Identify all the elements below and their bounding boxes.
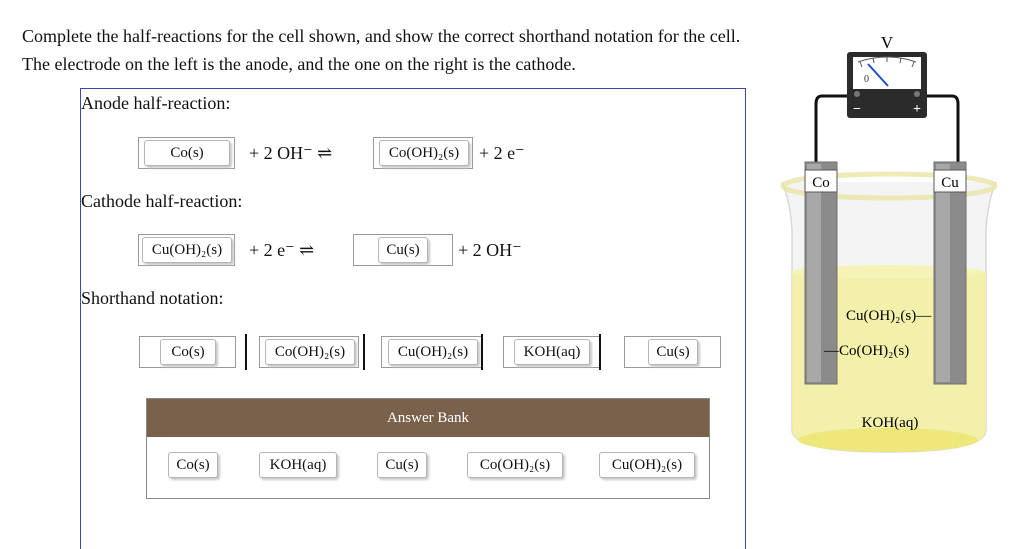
shorthand-slot-2[interactable] bbox=[259, 336, 359, 368]
anode-label: Anode half-reaction: bbox=[81, 93, 231, 113]
shorthand-chip-3[interactable]: Cu(OH)₂(s) bbox=[388, 339, 478, 365]
anode-chip-1[interactable]: Co(s) bbox=[144, 140, 230, 166]
negative-terminal: − bbox=[853, 102, 861, 117]
cell-diagram bbox=[760, 0, 1024, 546]
anode-slot-1[interactable] bbox=[138, 137, 235, 169]
shorthand-chip-4[interactable]: KOH(aq) bbox=[514, 339, 590, 365]
cathode-chip-2[interactable]: Cu(s) bbox=[378, 237, 428, 263]
anode-chip-2[interactable]: Co(OH)₂(s) bbox=[379, 140, 469, 166]
cathode-product-text: + 2 OH⁻ bbox=[458, 240, 522, 260]
answer-bank-title: Answer Bank bbox=[147, 399, 709, 437]
question-prompt: Complete the half-reactions for the cell shown, and show the correct shorthand notation for the cell. The electrode on the left is the anode, and the one on the right is the cathode. bbox=[22, 26, 741, 74]
right-wire bbox=[927, 96, 958, 164]
shorthand-chip-5[interactable]: Cu(s) bbox=[648, 339, 698, 365]
cooh2-layer-label: —Co(OH)₂(s) bbox=[824, 343, 910, 359]
cu-electrode-label: Cu bbox=[941, 175, 959, 191]
phase-boundary-2 bbox=[363, 334, 365, 370]
cathode-slot-1[interactable] bbox=[138, 234, 235, 266]
answer-bank bbox=[146, 398, 710, 499]
bank-item-cuoh2[interactable]: Cu(OH)₂(s) bbox=[599, 452, 695, 478]
cathode-slot-2[interactable] bbox=[353, 234, 453, 266]
shorthand-slot-4[interactable] bbox=[503, 336, 600, 368]
voltmeter-label: V bbox=[880, 33, 894, 52]
bank-item-co[interactable]: Co(s) bbox=[168, 452, 218, 478]
anode-slot-2[interactable] bbox=[373, 137, 473, 169]
left-wire bbox=[816, 96, 847, 164]
anode-product-text: + 2 e⁻ bbox=[479, 143, 525, 163]
shorthand-chip-2[interactable]: Co(OH)₂(s) bbox=[265, 339, 355, 365]
shorthand-chip-1[interactable]: Co(s) bbox=[160, 339, 216, 365]
bank-item-koh[interactable]: KOH(aq) bbox=[259, 452, 337, 478]
shorthand-slot-1[interactable] bbox=[139, 336, 236, 368]
positive-terminal: + bbox=[913, 102, 921, 117]
bank-item-cu[interactable]: Cu(s) bbox=[377, 452, 427, 478]
anode-reactant-text: + 2 OH⁻ ⇌ bbox=[249, 143, 333, 163]
cathode-chip-1[interactable]: Cu(OH)₂(s) bbox=[142, 237, 232, 263]
solution-label: KOH(aq) bbox=[861, 415, 919, 431]
shorthand-slot-5[interactable] bbox=[624, 336, 721, 368]
co-electrode-label: Co bbox=[812, 175, 830, 191]
voltmeter-zero: 0 bbox=[864, 74, 869, 85]
answer-panel bbox=[80, 88, 746, 549]
voltmeter bbox=[847, 52, 927, 118]
cuoh2-layer-label: Cu(OH)₂(s)— bbox=[846, 308, 932, 324]
shorthand-label: Shorthand notation: bbox=[81, 288, 224, 308]
cathode-reactant-text: + 2 e⁻ ⇌ bbox=[249, 240, 315, 260]
shorthand-slot-3[interactable] bbox=[381, 336, 482, 368]
phase-boundary-3 bbox=[481, 334, 483, 370]
bank-item-cooh2[interactable]: Co(OH)₂(s) bbox=[467, 452, 563, 478]
phase-boundary-4 bbox=[599, 334, 601, 370]
cathode-label: Cathode half-reaction: bbox=[81, 191, 243, 211]
phase-boundary-1 bbox=[245, 334, 247, 370]
